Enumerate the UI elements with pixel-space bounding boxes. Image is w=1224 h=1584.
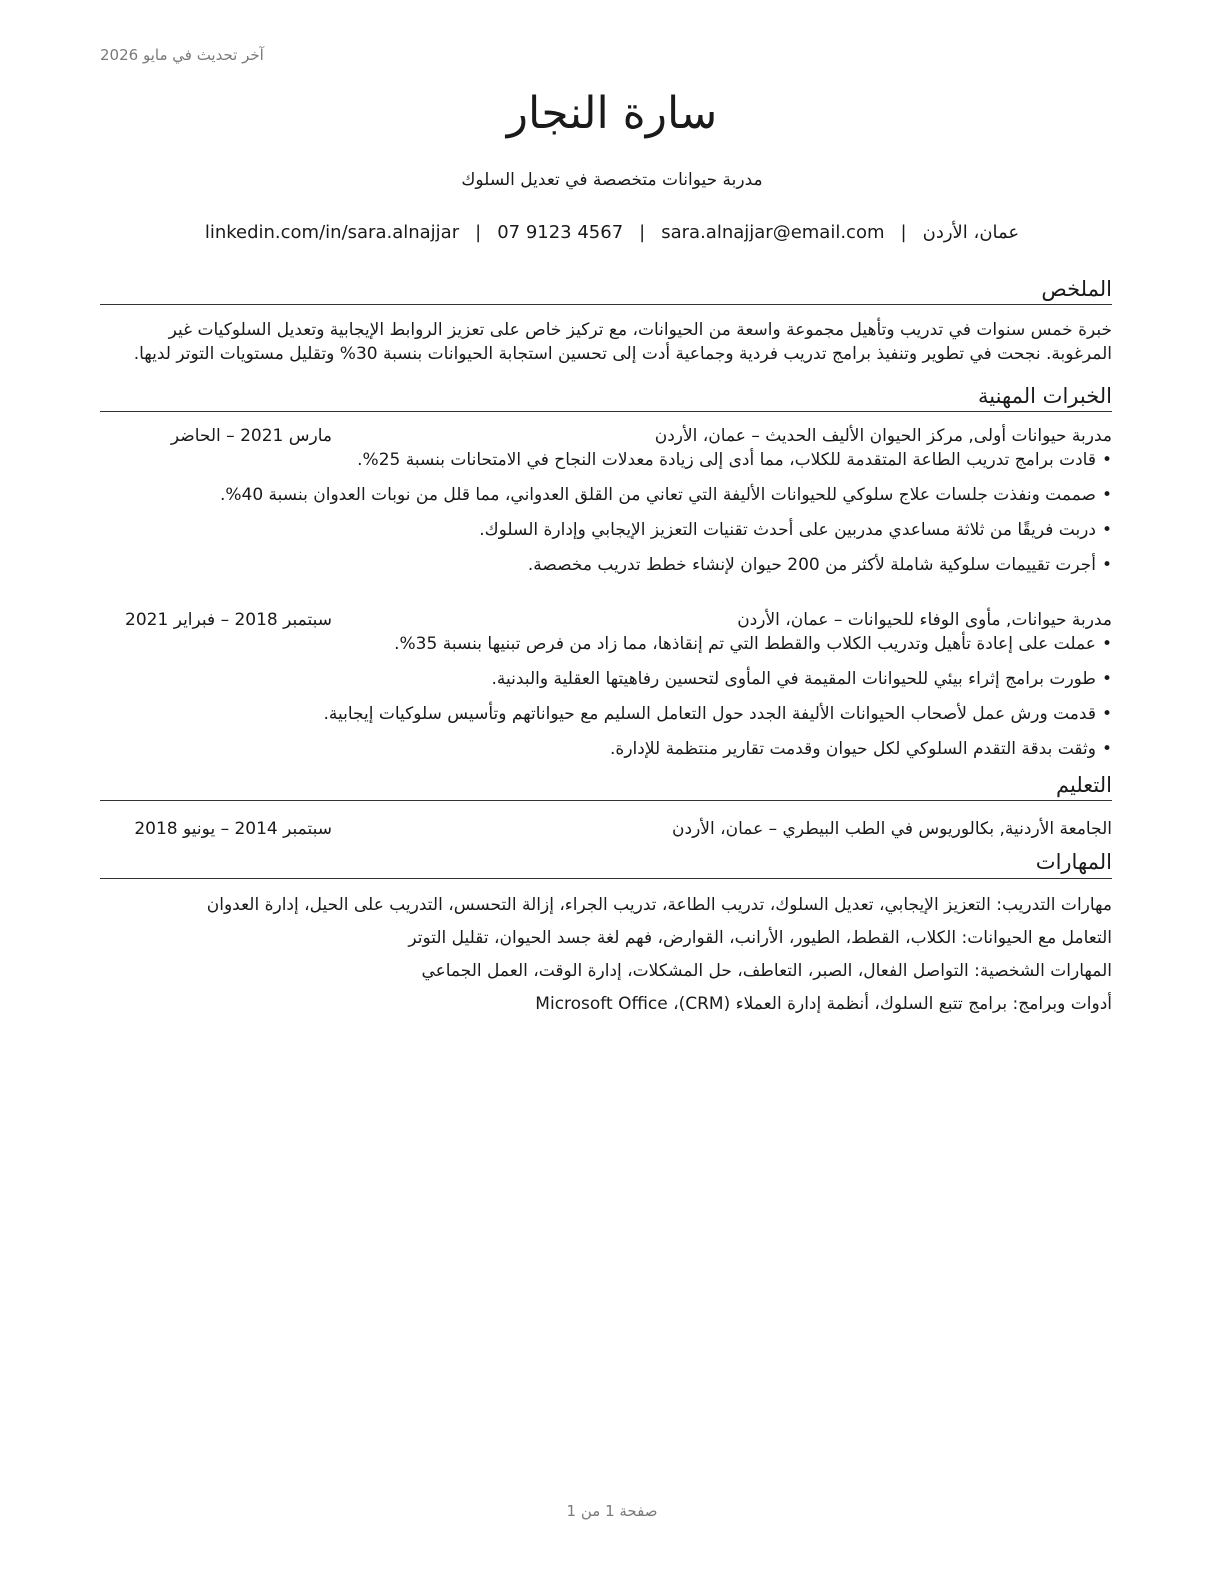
job-role: مدربة حيوانات أولى, مركز الحيوان الأليف الحديث – عمان، الأردن	[654, 426, 1112, 447]
education-section	[100, 772, 1112, 841]
experience-section	[100, 383, 1112, 761]
skills-line: أدوات وبرامج: برامج تتبع السلوك، أنظمة إدارة العملاء (CRM)، Microsoft Office	[535, 993, 1112, 1014]
job-dates: سبتمبر 2018 – فبراير 2021	[125, 610, 332, 631]
education-dates: سبتمبر 2014 – يونيو 2018	[134, 819, 332, 840]
skills-section	[100, 849, 1112, 1015]
job-bullet-text: قادت برامج تدريب الطاعة المتقدمة للكلاب، مما أدى إلى زيادة معدلات النجاح في الامتحانات بنسبة 25%.	[357, 450, 1096, 471]
job-bullet-text: وثقت بدقة التقدم السلوكي لكل حيوان وقدمت تقارير منتظمة للإدارة.	[610, 739, 1096, 760]
skills-line: مهارات التدريب: التعزيز الإيجابي، تعديل السلوك، تدريب الطاعة، تدريب الجراء، إزالة التحسس، التدريب على الحيل، إدارة العدوان	[206, 894, 1112, 915]
contact-line	[0, 222, 1224, 243]
summary-text: خبرة خمس سنوات في تدريب وتأهيل مجموعة واسعة من الحيوانات، مع تركيز خاص على تعزيز الروابط الإيجابية وتعديل السلوكيات غير المرغوبة. نجحت في تطوير وتنفيذ برامج تدريب فردية وجماعية أدت إلى تحسين استجابة الحيوانات بنسبة 30% وتقليل مستويات التوتر لديها.	[133, 320, 1112, 365]
bullet-icon: •	[1101, 450, 1112, 471]
candidate-name: سارة النجار	[506, 88, 718, 139]
job-entry	[100, 608, 1112, 761]
job-bullet-text: قدمت ورش عمل لأصحاب الحيوانات الأليفة الجدد حول التعامل السليم مع حيواناتهم وتأسيس سلوكيات إيجابية.	[323, 704, 1096, 725]
candidate-title: مدربة حيوانات متخصصة في تعديل السلوك	[461, 170, 763, 190]
skills-list	[100, 893, 1112, 1016]
education-heading: التعليم	[100, 772, 1112, 801]
contact-separator: |	[639, 222, 646, 243]
job-bullet	[100, 632, 1112, 656]
bullet-icon: •	[1101, 704, 1112, 725]
job-bullets	[100, 632, 1112, 761]
skills-line: المهارات الشخصية: التواصل الفعال، الصبر، التعاطف، حل المشكلات، إدارة الوقت، العمل الجماعي	[421, 960, 1112, 981]
job-entry	[100, 424, 1112, 577]
job-bullet	[100, 553, 1112, 577]
job-bullet-text: طورت برامج إثراء بيئي للحيوانات المقيمة في المأوى لتحسين رفاهيتها العقلية والبدنية.	[491, 669, 1096, 690]
contact-linkedin[interactable]: linkedin.com/in/sara.alnajjar	[204, 222, 460, 243]
education-school: الجامعة الأردنية, بكالوريوس في الطب البيطري – عمان، الأردن	[672, 819, 1112, 840]
job-bullet	[100, 737, 1112, 761]
bullet-icon: •	[1101, 634, 1112, 655]
job-bullet-text: دربت فريقًا من ثلاثة مساعدي مدربين على أحدث تقنيات التعزيز الإيجابي وإدارة السلوك.	[479, 520, 1096, 541]
job-role: مدربة حيوانات, مأوى الوفاء للحيوانات – عمان، الأردن	[737, 610, 1112, 631]
job-bullet	[100, 518, 1112, 542]
contact-phone[interactable]: 07 9123 4567	[497, 222, 624, 243]
job-bullet	[100, 667, 1112, 691]
bullet-icon: •	[1101, 739, 1112, 760]
skills-heading: المهارات	[100, 849, 1112, 878]
job-bullet-text: أجرت تقييمات سلوكية شاملة لأكثر من 200 حيوان لإنشاء خطط تدريب مخصصة.	[527, 555, 1096, 576]
job-header	[100, 608, 1112, 632]
job-header	[100, 424, 1112, 448]
contact-email[interactable]: sara.alnajjar@email.com	[661, 222, 885, 243]
job-bullet	[100, 448, 1112, 472]
job-bullets	[100, 448, 1112, 577]
resume-body	[100, 276, 1112, 1025]
bullet-icon: •	[1101, 669, 1112, 690]
bullet-icon: •	[1101, 555, 1112, 576]
contact-separator: |	[475, 222, 482, 243]
job-bullet	[100, 483, 1112, 507]
bullet-icon: •	[1101, 520, 1112, 541]
contact-location: عمان، الأردن	[922, 222, 1020, 243]
job-bullet-text: صممت ونفذت جلسات علاج سلوكي للحيوانات الأليفة التي تعاني من القلق العدواني، مما قلل من نوبات العدوان بنسبة 40%.	[219, 485, 1096, 506]
summary-section	[100, 276, 1112, 367]
job-bullet	[100, 702, 1112, 726]
education-entry	[100, 817, 1112, 841]
summary-heading: الملخص	[100, 276, 1112, 305]
page-number: صفحة 1 من 1	[566, 1502, 658, 1520]
job-bullet-text: عملت على إعادة تأهيل وتدريب الكلاب والقطط التي تم إنقاذها، مما زاد من فرص تبنيها بنسبة 35%.	[394, 634, 1096, 655]
job-dates: مارس 2021 – الحاضر	[170, 426, 332, 447]
contact-separator: |	[900, 222, 907, 243]
job-spacer	[100, 588, 1112, 596]
skills-line: التعامل مع الحيوانات: الكلاب، القطط، الطيور، الأرانب، القوارض، فهم لغة جسد الحيوان، تقليل التوتر	[408, 927, 1112, 948]
bullet-icon: •	[1101, 485, 1112, 506]
experience-heading: الخبرات المهنية	[100, 383, 1112, 412]
last-updated-note: آخر تحديث في مايو 2026	[100, 46, 264, 64]
